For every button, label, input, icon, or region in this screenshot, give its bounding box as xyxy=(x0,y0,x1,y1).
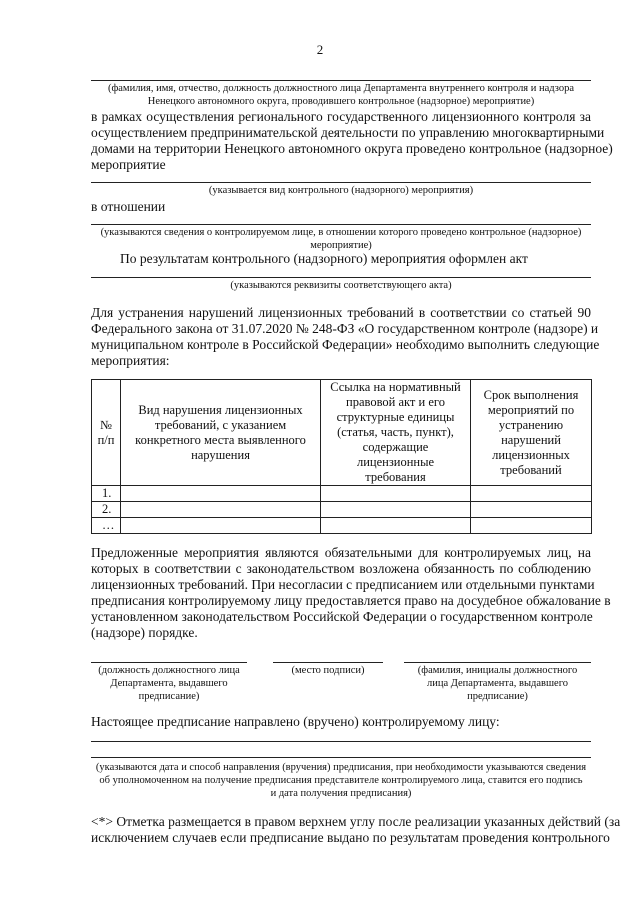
intro-line3: домами на территории Ненецкого автономного округа проведено контрольное (надзорное) xyxy=(91,141,613,156)
header-deadline-line6: требований xyxy=(500,462,562,477)
header-legal-line7: требования xyxy=(365,470,426,484)
row-number: 1. xyxy=(92,486,121,502)
header-violation-line2: требований, с указанием xyxy=(154,417,287,432)
header-number xyxy=(92,380,121,486)
header-legal-line2: правовой акт и его xyxy=(346,395,445,409)
header-deadline xyxy=(471,380,592,486)
header-legal-line1: Ссылка на нормативный xyxy=(330,380,461,394)
header-legal-line3: структурные единицы xyxy=(336,410,455,424)
table-cell xyxy=(321,518,471,534)
sent-details-caption xyxy=(91,761,591,800)
footnote xyxy=(91,814,621,846)
table-row xyxy=(92,502,592,518)
measures-table xyxy=(91,379,592,534)
footnote-line1: <*> Отметка размещается в правом верхнем углу после реализации указанных действий (за xyxy=(91,814,621,829)
mandatory-paragraph xyxy=(91,545,611,641)
sent-caption-line2: об уполномоченном на получение предписания представителе контролируемого лица, ставится его подпись xyxy=(99,775,583,786)
header-deadline-line4: нарушений xyxy=(501,432,561,447)
header-deadline-line2: мероприятий по xyxy=(487,402,575,417)
signature-name-line2: лица Департамента, выдавшего xyxy=(426,678,569,689)
signature-place-line xyxy=(273,662,383,663)
regarding-label xyxy=(91,199,165,215)
header-legal-line4: (статья, часть, пункт), xyxy=(337,425,454,439)
header-number-line2: п/п xyxy=(97,432,115,447)
official-name-caption-line2: Ненецкого автономного округа, проводившего контрольное (надзорное) мероприятие) xyxy=(147,96,535,107)
header-deadline-line3: устранению xyxy=(498,417,564,432)
remedy-paragraph xyxy=(91,305,600,369)
header-violation-line1: Вид нарушения лицензионных xyxy=(138,402,303,417)
remedy-line1: Для устранения нарушений лицензионных требований в соответствии со статьей 90 xyxy=(91,305,591,320)
header-legal-reference xyxy=(321,380,471,486)
remedy-line4: мероприятия: xyxy=(91,353,170,368)
header-violation-type xyxy=(121,380,321,486)
table-cell xyxy=(471,486,592,502)
table-cell xyxy=(321,486,471,502)
event-type-caption: (указывается вид контрольного (надзорного) мероприятия) xyxy=(208,185,474,196)
official-name-caption xyxy=(91,82,591,108)
controlled-person-caption xyxy=(91,226,591,252)
signature-name-line3: предписание) xyxy=(467,691,528,702)
signature-name-line1: (фамилия, инициалы должностного xyxy=(417,665,578,676)
table-cell xyxy=(471,502,592,518)
sent-details-line-2 xyxy=(91,757,591,758)
controlled-caption-line2: мероприятие) xyxy=(310,240,372,251)
results-text-line: По результатам контрольного (надзорного) мероприятия оформлен акт xyxy=(120,251,528,266)
footnote-line2: исключением случаев если предписание выдано по результатам проведения контрольного xyxy=(91,830,610,845)
intro-line2: осуществлением предпринимательской деятельности по управлению многоквартирными xyxy=(91,125,605,140)
header-legal-line6: лицензионные xyxy=(356,455,435,469)
remedy-line3: муниципальном контроле в Российской Федерации» необходимо выполнить следующие xyxy=(91,337,600,352)
mandatory-line6: (надзоре) порядке. xyxy=(91,625,198,640)
sent-caption-line3: и дата получения предписания) xyxy=(270,788,412,799)
mandatory-line3: лицензионных требований. При несогласии с предписанием или отдельными пунктами xyxy=(91,577,595,592)
mandatory-line5: установленном законодательством Российской Федерации о государственном контроле xyxy=(91,609,593,624)
mandatory-line1: Предложенные мероприятия являются обязательными для контролируемых лиц, на xyxy=(91,545,591,560)
intro-line4: мероприятие xyxy=(91,157,166,172)
table-row xyxy=(92,486,592,502)
signature-position-caption xyxy=(91,664,247,703)
table-cell xyxy=(321,502,471,518)
official-name-caption-line1: (фамилия, имя, отчество, должность должностного лица Департамента внутреннего контроля и надзора xyxy=(107,83,575,94)
signature-name-line xyxy=(404,662,591,663)
results-text xyxy=(120,251,528,267)
header-deadline-line1: Срок выполнения xyxy=(483,387,579,402)
header-violation-line3: конкретного места выявленного xyxy=(135,432,306,447)
header-legal-line5: содержащие xyxy=(362,440,429,454)
regarding-label-text: в отношении xyxy=(91,199,166,214)
controlled-person-line xyxy=(91,224,591,225)
sent-caption-line1: (указываются дата и способ направления (вручения) предписания, при необходимости указываются сведения xyxy=(95,762,587,773)
act-details-caption: (указываются реквизиты соответствующего акта) xyxy=(230,280,452,291)
act-details-line xyxy=(91,277,591,278)
controlled-caption-line1: (указываются сведения о контролируемом лице, в отношении которого проведено контрольное (надзорное) xyxy=(100,227,582,238)
signature-position-line xyxy=(91,662,247,663)
event-type-line xyxy=(91,182,591,183)
table-header-row xyxy=(92,380,592,486)
signature-position-line3: предписание) xyxy=(138,691,200,702)
mandatory-line2: которых в соответствии с законодательством возложена обязанность по соблюдению xyxy=(91,561,591,576)
table-cell xyxy=(121,518,321,534)
intro-paragraph xyxy=(91,109,613,173)
header-number-line1: № xyxy=(100,417,112,432)
official-name-line xyxy=(91,80,591,81)
signature-position-line2: Департамента, выдавшего xyxy=(110,678,228,689)
intro-line1: в рамках осуществления регионального государственного лицензионного контроля за xyxy=(91,109,591,124)
mandatory-line4: предписания контролируемому лицу предоставляется право на досудебное обжалование в xyxy=(91,593,611,608)
table-cell xyxy=(121,486,321,502)
header-violation-line4: нарушения xyxy=(191,447,250,462)
header-deadline-line5: лицензионных xyxy=(492,447,570,462)
page-number: 2 xyxy=(316,42,324,57)
row-number: … xyxy=(92,518,121,534)
sent-text xyxy=(91,714,500,730)
remedy-line2: Федерального закона от 31.07.2020 № 248-ФЗ «О государственном контроле (надзоре) и xyxy=(91,321,599,336)
table-cell xyxy=(121,502,321,518)
table-row xyxy=(92,518,592,534)
sent-text-line: Настоящее предписание направлено (вручено) контролируемому лицу: xyxy=(91,714,500,729)
signature-place-caption: (место подписи) xyxy=(291,665,365,676)
sent-details-line-1 xyxy=(91,741,591,742)
signature-position-line1: (должность должностного лица xyxy=(98,665,240,676)
table-cell xyxy=(471,518,592,534)
row-number: 2. xyxy=(92,502,121,518)
signature-name-caption xyxy=(404,664,591,703)
